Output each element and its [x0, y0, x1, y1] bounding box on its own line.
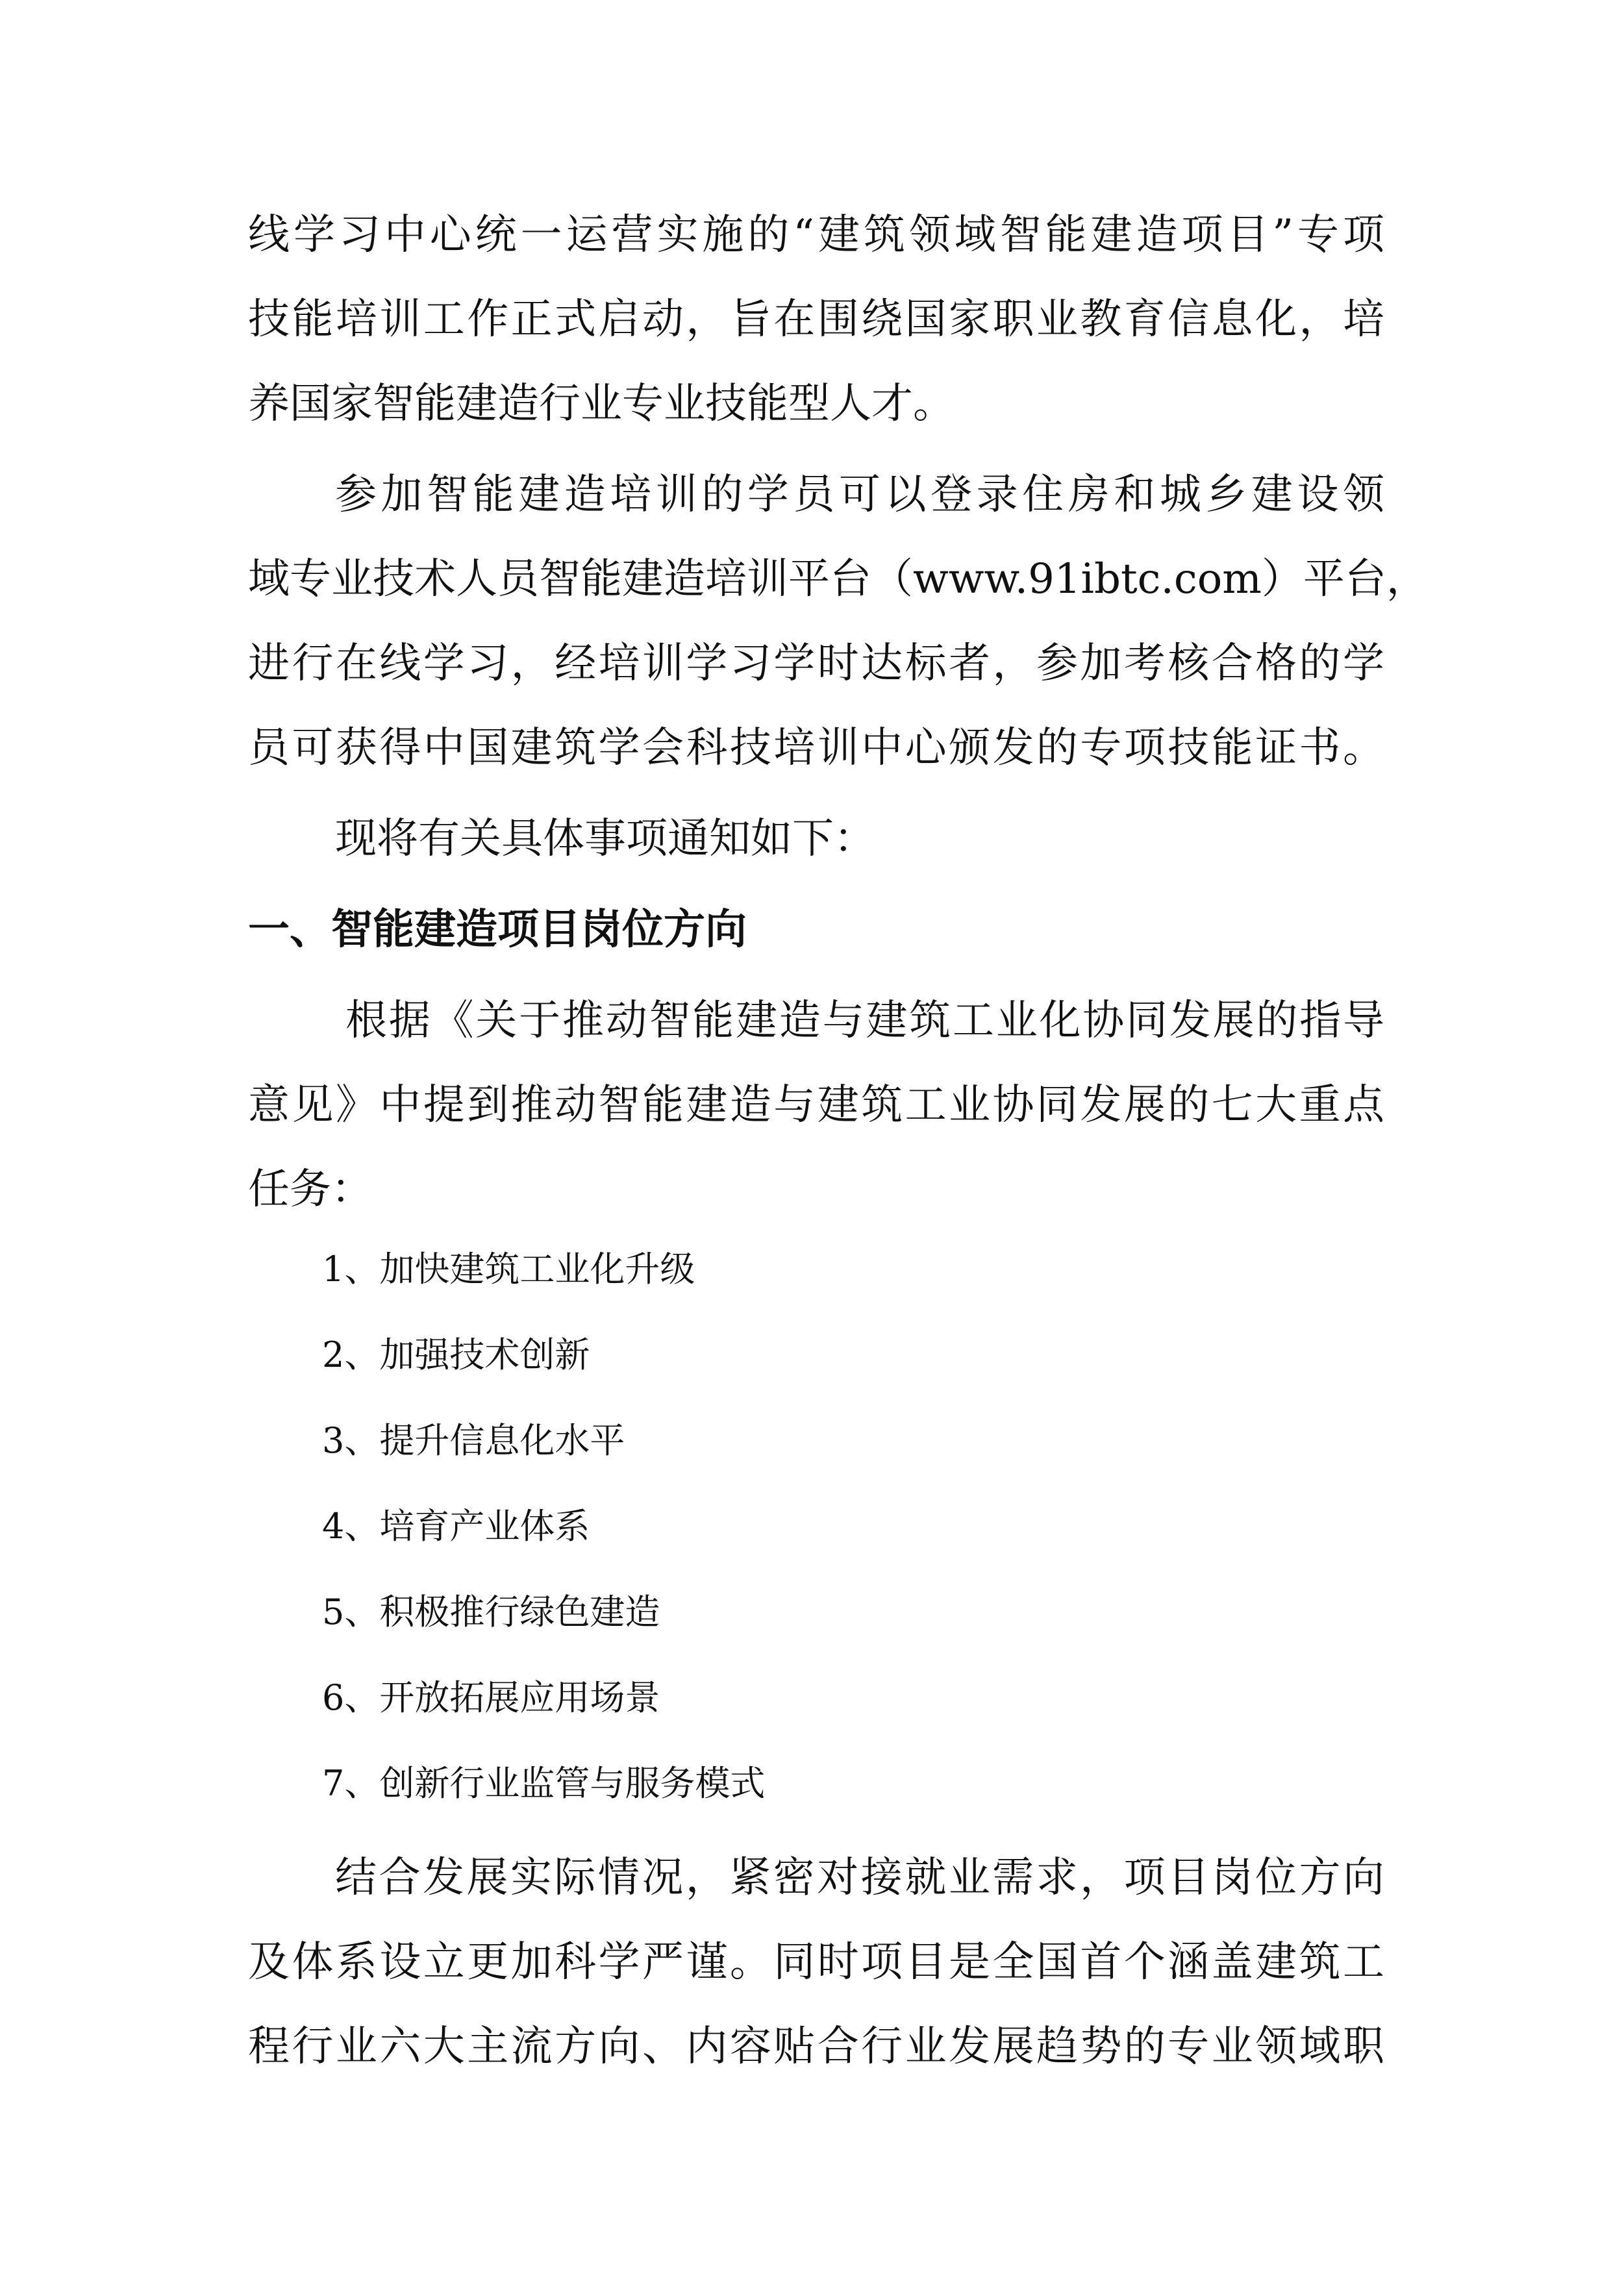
- paragraph-line: 结合发展实际情况，紧密对接就业需求，项目岗位方向: [335, 1854, 1384, 1902]
- paragraph-line: 进行在线学习，经培训学习学时达标者，参加考核合格的学: [248, 640, 1384, 688]
- list-item: 2、加强技术创新: [322, 1334, 590, 1375]
- paragraph-line: 参加智能建造培训的学员可以登录住房和城乡建设领: [335, 471, 1384, 519]
- paragraph-line: 意见》中提到推动智能建造与建筑工业协同发展的七大重点: [248, 1081, 1384, 1129]
- list-item: 5、积极推行绿色建造: [322, 1591, 660, 1632]
- section-heading: 一、智能建造项目岗位方向: [248, 906, 747, 954]
- paragraph-line: 及体系设立更加科学严谨。同时项目是全国首个涵盖建筑工: [248, 1938, 1384, 1986]
- paragraph-line: 员可获得中国建筑学会科技培训中心颁发的专项技能证书。: [248, 724, 1384, 772]
- paragraph-line: 程行业六大主流方向、内容贴合行业发展趋势的专业领域职: [248, 2023, 1384, 2071]
- paragraph-line: 任务：: [248, 1166, 373, 1214]
- list-item: 4、培育产业体系: [322, 1506, 590, 1547]
- list-item: 6、开放拓展应用场景: [322, 1677, 660, 1718]
- list-item: 1、加快建筑工业化升级: [322, 1249, 695, 1290]
- paragraph-line: 现将有关具体事项通知如下：: [335, 815, 875, 863]
- intro-line: 线学习中心统一运营实施的“建筑领域智能建造项目”专项: [248, 211, 1384, 259]
- list-item: 3、提升信息化水平: [322, 1420, 625, 1461]
- paragraph-line: 域专业技术人员智能建造培训平台（www.91ibtc.com）平台，: [248, 555, 1428, 603]
- intro-line: 养国家智能建造行业专业技能型人才。: [248, 380, 955, 428]
- paragraph-line: 根据《关于推动智能建造与建筑工业化协同发展的指导: [345, 997, 1384, 1045]
- intro-line: 技能培训工作正式启动，旨在围绕国家职业教育信息化，培: [248, 295, 1384, 343]
- list-item: 7、创新行业监管与服务模式: [322, 1763, 766, 1804]
